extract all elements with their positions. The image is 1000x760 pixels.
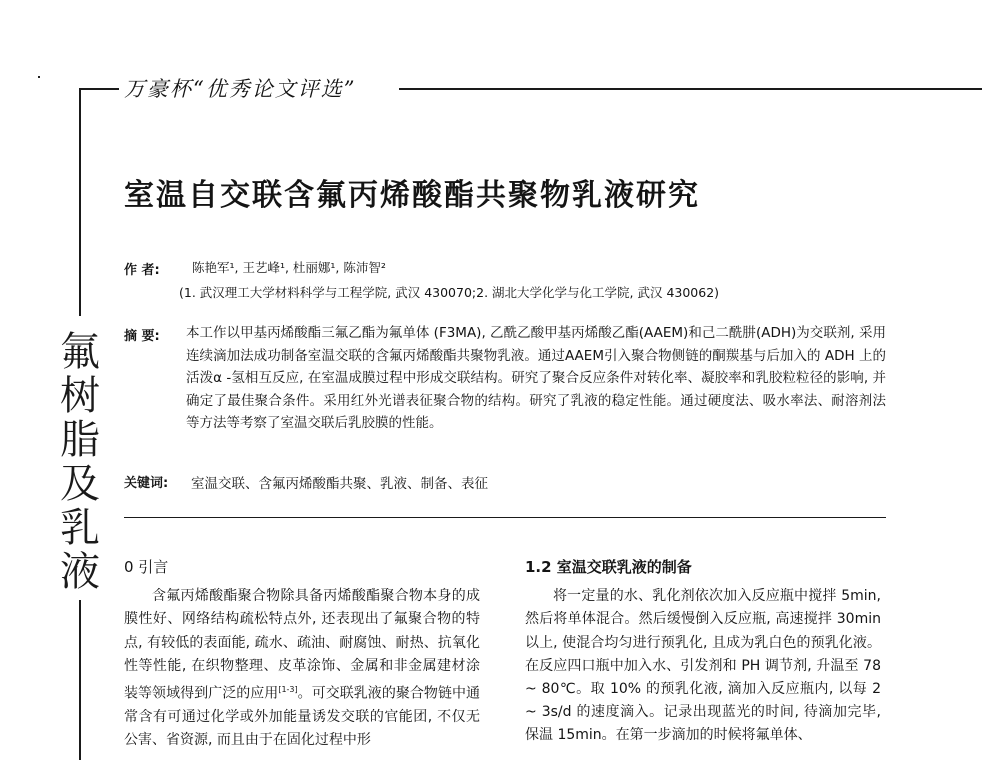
side-char: 液 [60, 549, 100, 595]
header-rule-right [399, 88, 982, 90]
intro-text-after: 。可交联乳液的聚合物链中通常含有可通过化学或外加能量诱发交联的官能团, 不仅无公害、省资源, 而且由于在固化过程中形 [124, 685, 481, 749]
intro-text-before: 含氟丙烯酸酯聚合物除具备丙烯酸酯聚合物本身的成膜性好、网络结构疏松特点外, 还表现出了氟聚合物的特点, 有较低的表面能, 疏水、疏油、耐腐蚀、耐热、抗氧化性等性能, 在织物整理、皮革涂饰、金属和非金属建材涂装等领域得到广泛的应用 [124, 588, 480, 702]
side-rule-vertical [79, 600, 81, 760]
scan-speck [38, 76, 40, 78]
header-label: 万豪杯“优秀论文评选” [124, 77, 357, 101]
side-char: 乳 [60, 505, 100, 551]
abstract-text: 本工作以甲基丙烯酸酯三氟乙酯为氟单体 (F3MA), 乙酰乙酸甲基丙烯酸乙酯(AAEM)和己二酰肼(ADH)为交联剂, 采用连续滴加法成功制备室温交联的含氟丙烯酸酯共聚物乳液。通过AAEM引入聚合物侧链的酮羰基与后加入的 ADH 上的活泼α -氢相互反应, 在室温成膜过程中形成交联结构。研究了聚合反应条件对转化率、凝胶率和乳胶粒粒径的影响, 并确定了最佳聚合条件。采用红外光谱表征聚合物的结构。研究了乳液的稳定性能。通过硬度法、吸水率法、耐溶剂法等方法等考察了室温交联后乳胶膜的性能。 [186, 325, 886, 431]
citation-ref: [1-3] [278, 685, 298, 695]
paper-title: 室温自交联含氟丙烯酸酯共聚物乳液研究 [124, 178, 700, 213]
keywords-text: 室温交联、含氟丙烯酸酯共聚、乳液、制备、表征 [191, 476, 488, 492]
side-char: 脂 [60, 417, 100, 463]
header-rule-left [79, 88, 119, 90]
column-right [525, 556, 881, 748]
column-left [124, 556, 480, 752]
section-1-2-paragraph: 将一定量的水、乳化剂依次加入反应瓶中搅拌 5min, 然后将单体混合。然后缓慢倒入反应瓶, 高速搅拌 30min 以上, 使混合均匀进行预乳化, 且成为乳白色的预乳化液。在反应四口瓶中加入水、引发剂和 PH 调节剂, 升温至 78 ~ 80℃。取 10% 的预乳化液, 滴加入反应瓶内, 以每 2 ~ 3s/d 的速度滴入。记录出现蓝光的时间, 待滴加完毕, 保温 15min。在第一步滴加的时候将氟单体、 [525, 588, 881, 744]
author-names: 陈艳军¹, 王艺峰¹, 杜丽娜¹, 陈沛智² [192, 260, 386, 275]
intro-paragraph [124, 585, 480, 752]
side-char: 树 [60, 373, 100, 419]
header-rule-vertical [79, 88, 81, 316]
section-heading-intro: 0 引言 [124, 558, 169, 576]
abstract-label: 摘 要: [124, 329, 160, 344]
section-heading-1-2: 1.2 室温交联乳液的制备 [525, 558, 692, 576]
side-char: 氟 [60, 329, 100, 375]
side-char: 及 [60, 461, 100, 507]
authors-label: 作 者: [124, 263, 160, 278]
keywords-label: 关键词: [124, 476, 169, 491]
section-divider [124, 517, 886, 518]
side-column-label [55, 330, 105, 594]
author-affiliations: (1. 武汉理工大学材料科学与工程学院, 武汉 430070;2. 湖北大学化学与化工学院, 武汉 430062) [179, 285, 720, 300]
